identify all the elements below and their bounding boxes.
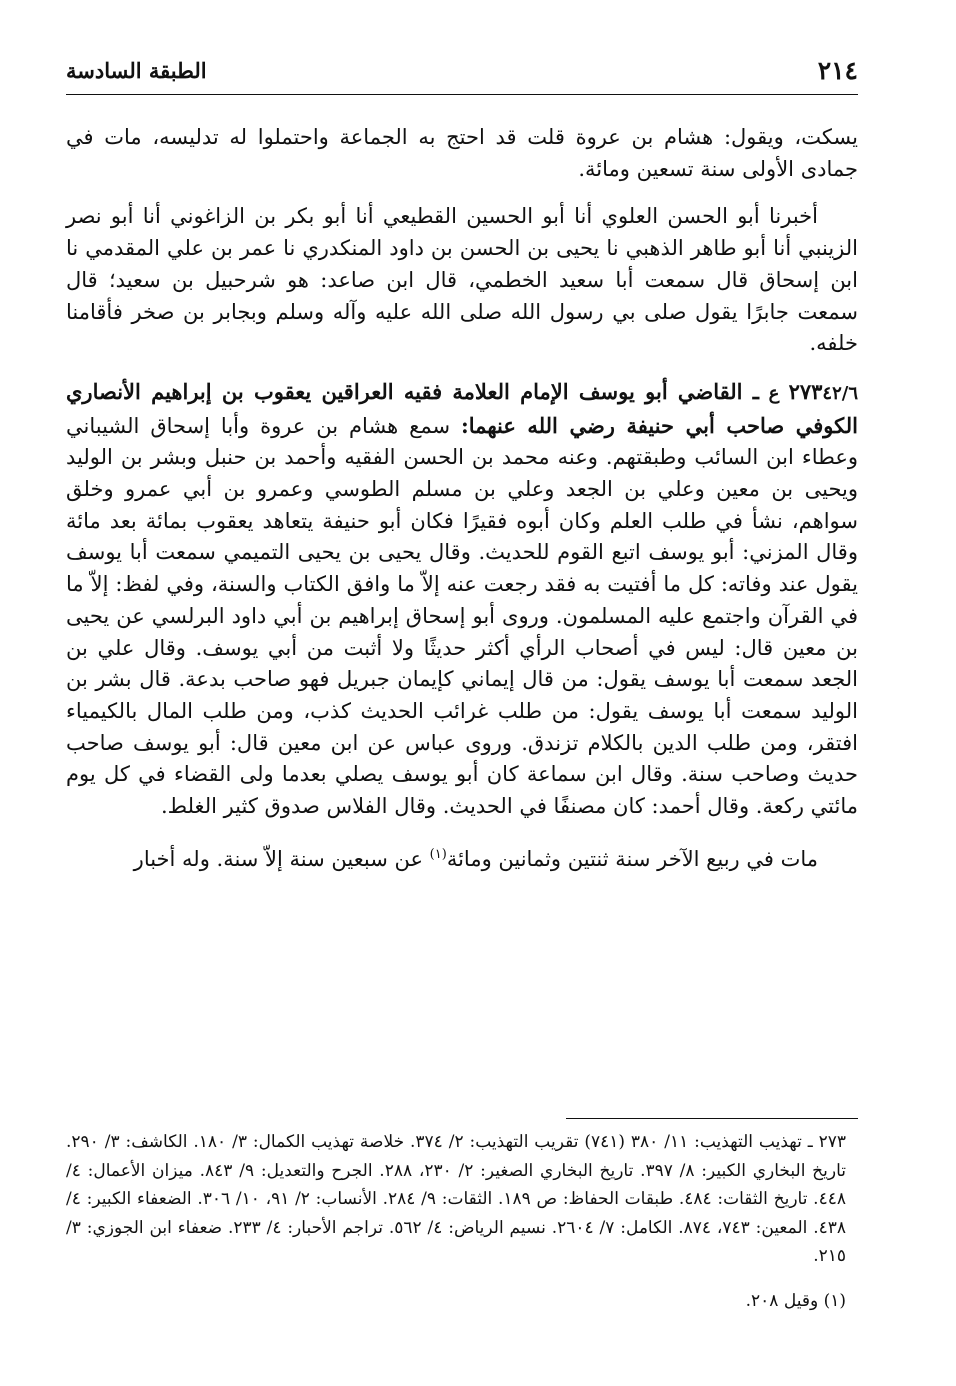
death-text-end: عن سبعين سنة إلاّ سنة. وله أخبار bbox=[133, 846, 430, 871]
biography-entry bbox=[66, 376, 858, 823]
paragraph-death bbox=[66, 839, 858, 876]
page-number: ٢١٤ bbox=[817, 56, 858, 85]
running-title: الطبقة السادسة bbox=[66, 58, 207, 83]
footnote-sources: ٢٧٣ ـ تهذيب التهذيب: ١١/ ٣٨٠ (٧٤١) تقريب التهذيب: ٢/ ٣٧٤. خلاصة تهذيب الكمال: ٣/ ١٨٠. الكاشف: ٣/ ٢٩٠. تاريخ البخاري الكبير: ٨/ ٣٩٧. تاريخ البخاري الصغير: ٢/ ٢٣٠، ٢٨٨. الجرح والتعديل: ٩/ ٨٤٣. ميزان الأعمال: ٤/ ٤٤٨. تاريخ الثقات: ٤٨٤. طبقات الحفاظ: ص ١٨٩. الثقات: ٩/ ٢٨٤. الأنساب: ٢/ ٩١، ١٠/ ٣٠٦. الضعفاء الكبير: ٤/ ٤٣٨. المعين: ٧٤٣، ٨٧٤. الكامل: ٧/ ٢٦٠٤. نسيم الرياض: ٤/ ٥٦٢. تراجم الأحبار: ٤/ ٢٣٣. ضعفاء ابن الجوزي: ٣/ ٢١٥. bbox=[66, 1132, 847, 1266]
entry-text: سمع هشام بن عروة وأبا إسحاق الشيباني وعطاء ابن السائب وطبقتهم. وعنه محمد بن الحسن الفقيه وأحمد بن حنبل وبشر بن الوليد ويحيى بن معين وعلي بن الجعد وعلي بن مسلم الطوسي وعمرو بن أبي عمرو وخلق سواهم، نشأ في طلب العلم وكان أبوه فقيرًا فكان أبو حنيفة يتعاهد يعقوب بمائة بعد مائة وقال المزني: أبو يوسف اتبع القوم للحديث. وقال يحيى بن يحيى التميمي سمعت أبا يوسف يقول عند وفاته: كل ما أفتيت به فقد رجعت عنه إلاّ ما وافق الكتاب والسنة، وفي لفظ: إلاّ ما في القرآن واجتمع عليه المسلمون. وروى أبو إسحاق إبراهيم بن أبي داود البرلسي عن يحيى بن معين قال: ليس في أصحاب الرأي أكثر حديثًا ولا أثبت من أبي يوسف. وقال علي بن الجعد سمعت أبا يوسف يقول: من قال إيماني كإيمان جبريل فهو صاحب بدعة. قال بشر بن الوليد سمعت أبا يوسف يقول: من طلب غرائب الحديث كذب، ومن طلب المال بالكيمياء افتقر، ومن طلب الدين بالكلام تزندق. وروى عباس عن ابن معين قال: أبو يوسف صاحب حديث وصاحب سنة. وقال ابن سماعة كان أبو يوسف يصلي بعدما ولى القضاء في كل يوم مائتي ركعة. وقال أحمد: كان مصنفًا في الحديث. وقال الفلاس صدوق كثير الغلط. bbox=[66, 413, 858, 819]
entry-code: ٤٢/٦ ع bbox=[768, 382, 858, 404]
page-header bbox=[66, 54, 858, 95]
entry-title: ـ القاضي أبو يوسف الإمام العلامة فقيه العراقين يعقوب بن إبراهيم الأنصاري الكوفي صاحب أبي حنيفة رضي الله عنهما: bbox=[66, 378, 858, 438]
paragraph-continuation: يسكت، ويقول: هشام بن عروة قلت قد احتج به الجماعة واحتملوا له تدليسه، مات في جمادى الأولى سنة تسعين ومائة. bbox=[66, 125, 858, 181]
footnote-1: (١) وقيل ٢٠٨. bbox=[745, 1290, 846, 1311]
footnote-divider bbox=[566, 1118, 858, 1119]
main-text bbox=[66, 122, 858, 891]
paragraph-isnad: أخبرنا أبو الحسن العلوي أنا أبو الحسين القطيعي أنا أبو بكر بن الزاغوني أنا أبو نصر الزينبي أنا أبو طاهر الذهبي نا يحيى بن الحسن بن داود المنكدري نا عمر بن علي المقدمي نا ابن إسحاق قال سمعت أبا سعيد الخطمي، قال ابن صاعد: هو شرحبيل بن سعيد؛ قال سمعت جابرًا يقول صلى بي رسول الله صلى الله عليه وآله وسلم وبجابر بن صخر فأقامنا خلفه. bbox=[66, 204, 858, 356]
death-text-start: مات في ربيع الآخر سنة ثنتين وثمانين ومائة bbox=[446, 846, 818, 871]
footnote-reference: (١) bbox=[429, 846, 447, 862]
footnotes bbox=[66, 1128, 846, 1315]
entry-number: ٢٧٣ bbox=[788, 378, 823, 404]
